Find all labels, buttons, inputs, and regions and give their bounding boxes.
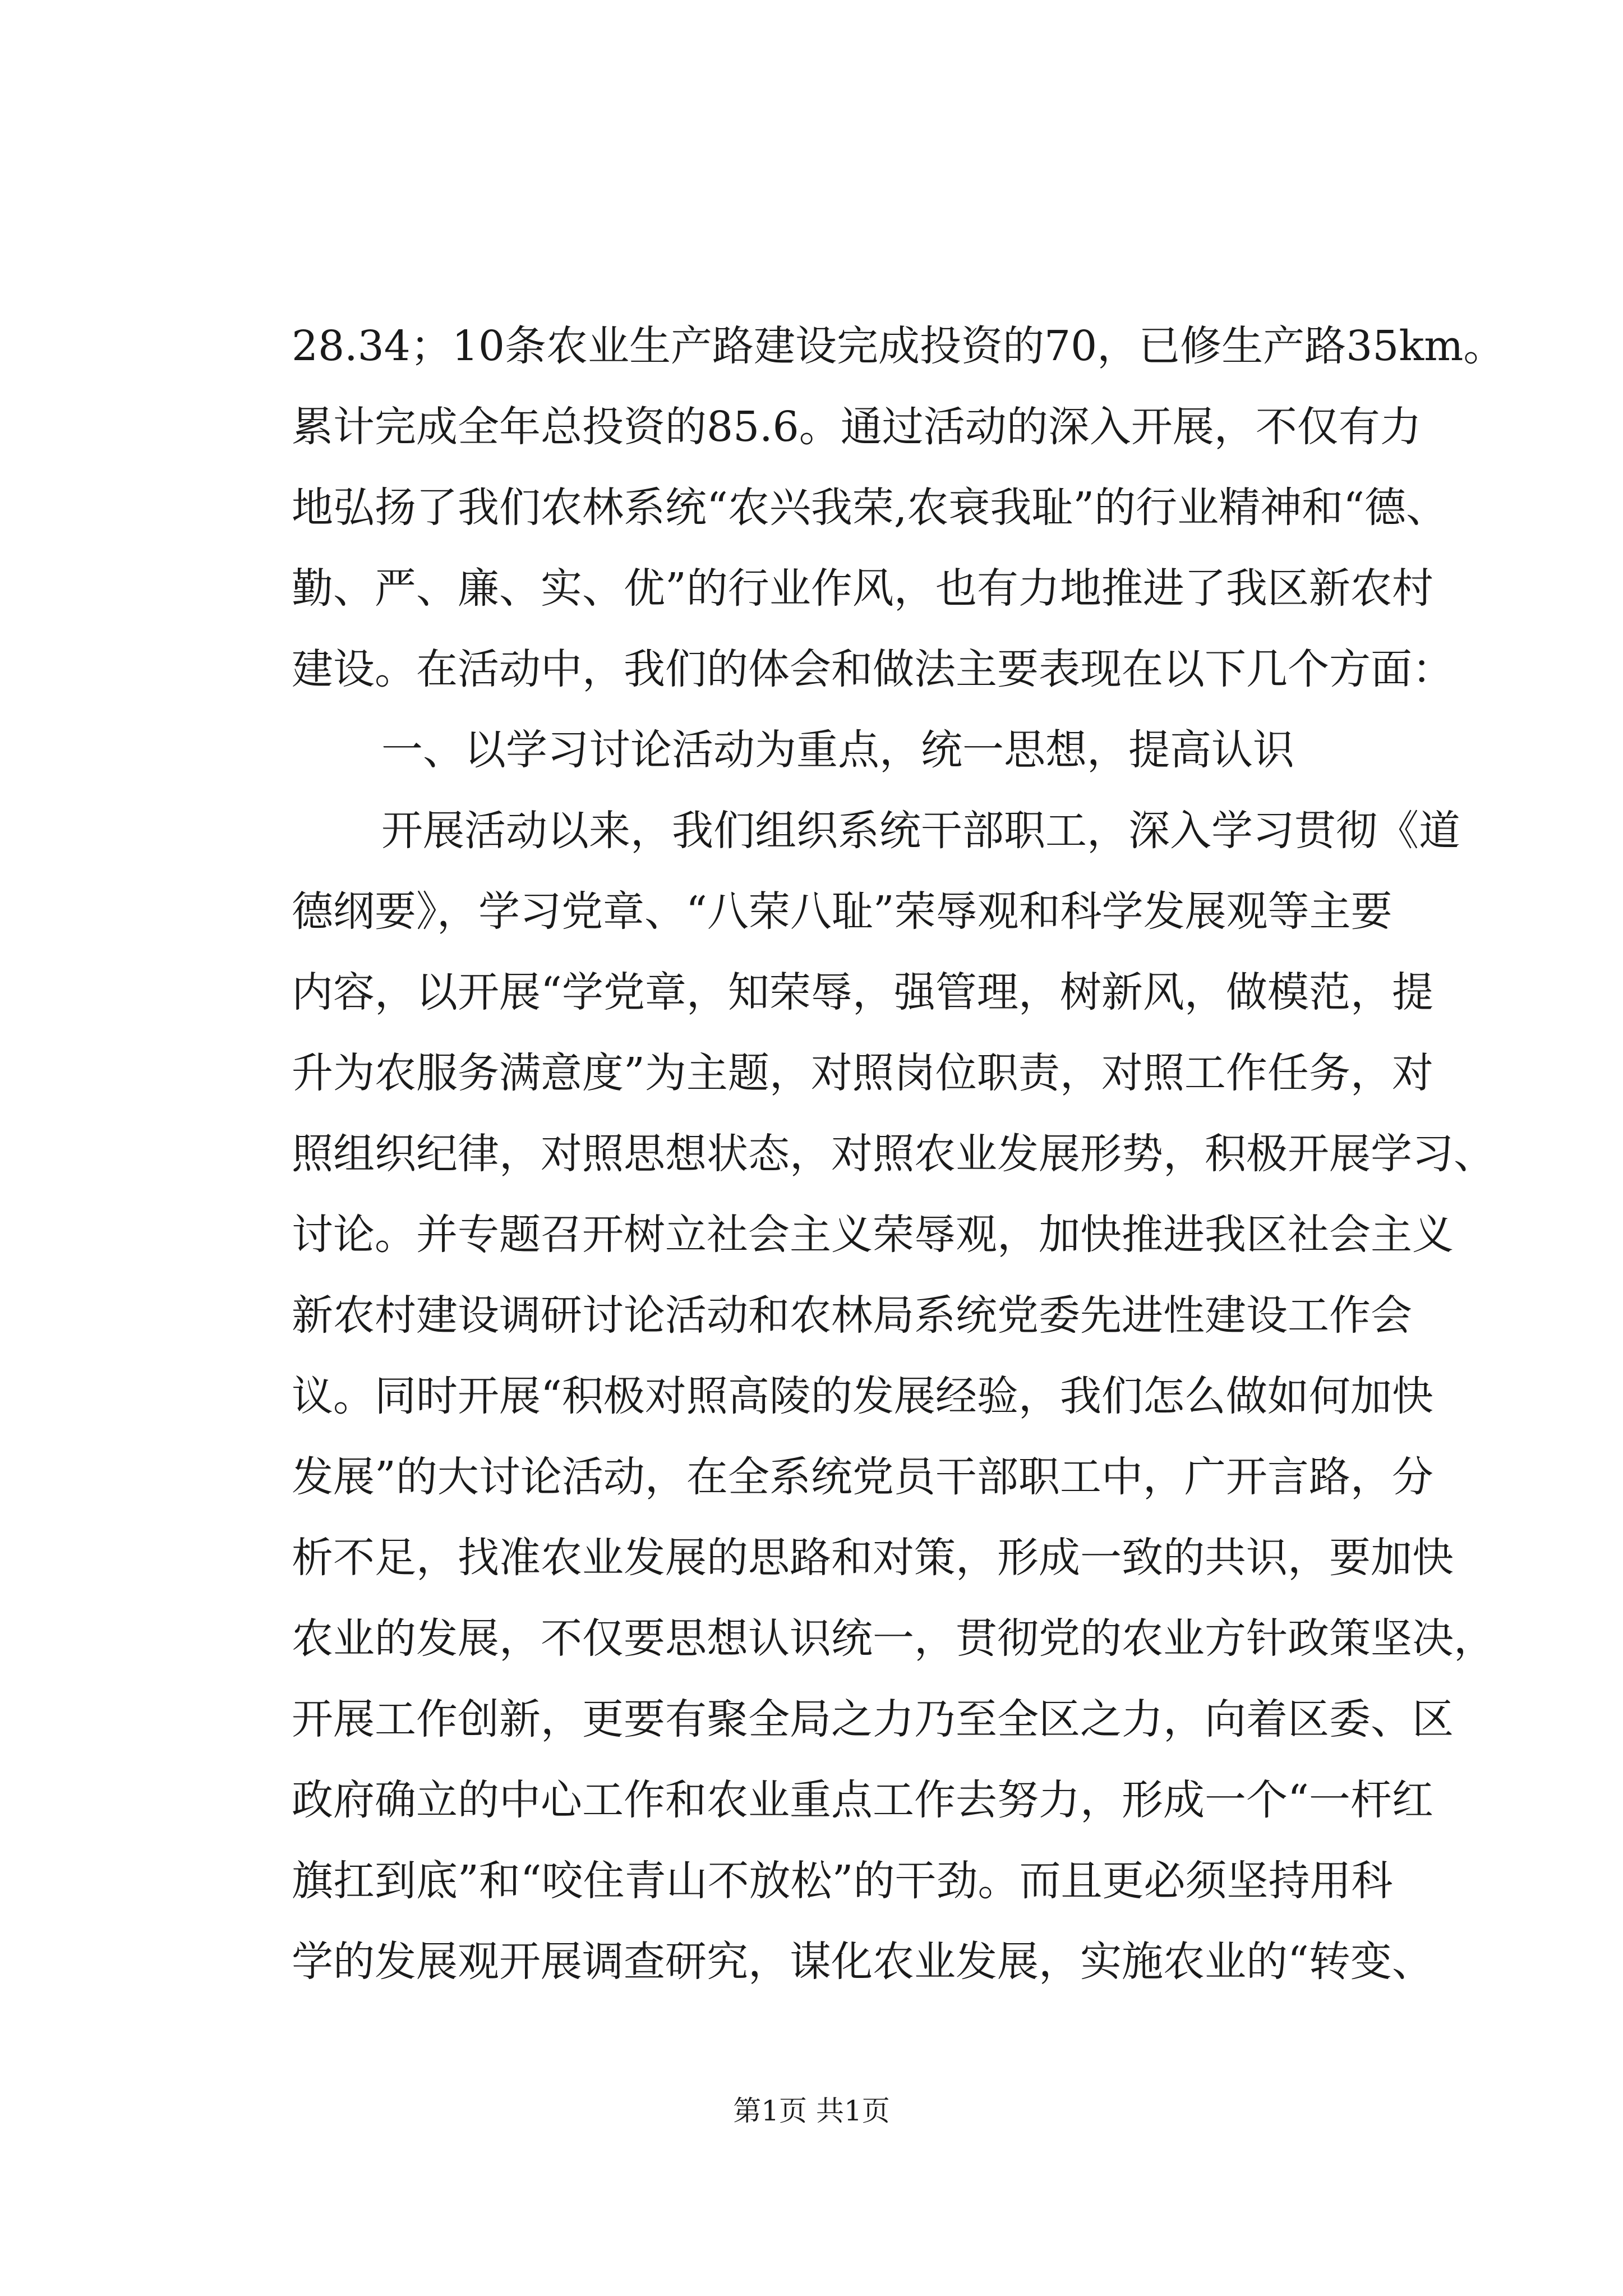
text-line: 发展”的大讨论活动，在全系统党员干部职工中，广开言路，分: [292, 1453, 1433, 1501]
text-line: 累计完成全年总投资的85.6。通过活动的深入开展，不仅有力: [292, 403, 1422, 451]
text-line: 建设。在活动中，我们的体会和做法主要表现在以下几个方面：: [292, 645, 1454, 693]
paragraph-first-line: 开展活动以来，我们组织系统干部职工，深入学习贯彻《道: [381, 807, 1460, 855]
text-line: 开展工作创新，更要有聚全局之力乃至全区之力，向着区委、区: [292, 1695, 1454, 1743]
text-line: 讨论。并专题召开树立社会主义荣辱观，加快推进我区社会主义: [292, 1211, 1454, 1259]
document-body: [292, 306, 1505, 2002]
text-line: 德纲要》，学习党章、“八荣八耻”荣辱观和科学发展观等主要: [292, 887, 1393, 936]
text-line: 升为农服务满意度”为主题，对照岗位职责，对照工作任务，对: [292, 1049, 1433, 1097]
text-line: 议。同时开展“积极对照高陵的发展经验，我们怎么做如何加快: [292, 1372, 1433, 1420]
text-line: 照组织纪律，对照思想状态，对照农业发展形势，积极开展学习、: [292, 1130, 1495, 1178]
text-line: 新农村建设调研讨论活动和农林局系统党委先进性建设工作会: [292, 1291, 1412, 1340]
text-line: 农业的发展，不仅要思想认识统一，贯彻党的农业方针政策坚决，: [292, 1614, 1495, 1663]
text-line: 地弘扬了我们农林系统“农兴我荣,农衰我耻”的行业精神和“德、: [292, 484, 1448, 532]
text-line: 旗扛到底”和“咬住青山不放松”的干劲。而且更必须坚持用科: [292, 1857, 1393, 1905]
text-line: 政府确立的中心工作和农业重点工作去努力，形成一个“一杆红: [292, 1776, 1433, 1824]
page-number-footer: 第1页 共1页: [733, 2095, 890, 2127]
text-line: 勤、严、廉、实、优”的行业作风，也有力地推进了我区新农村: [292, 564, 1433, 613]
text-line: 28.34；10条农业生产路建设完成投资的70，已修生产路35km。: [292, 322, 1505, 370]
text-line: 学的发展观开展调查研究，谋化农业发展，实施农业的“转变、: [292, 1938, 1433, 1986]
text-line: 析不足，找准农业发展的思路和对策，形成一致的共识，要加快: [292, 1534, 1454, 1582]
text-line: 内容，以开展“学党章，知荣辱，强管理，树新风，做模范，提: [292, 968, 1433, 1016]
section-heading: 一、以学习讨论活动为重点，统一思想，提高认识: [381, 726, 1294, 774]
